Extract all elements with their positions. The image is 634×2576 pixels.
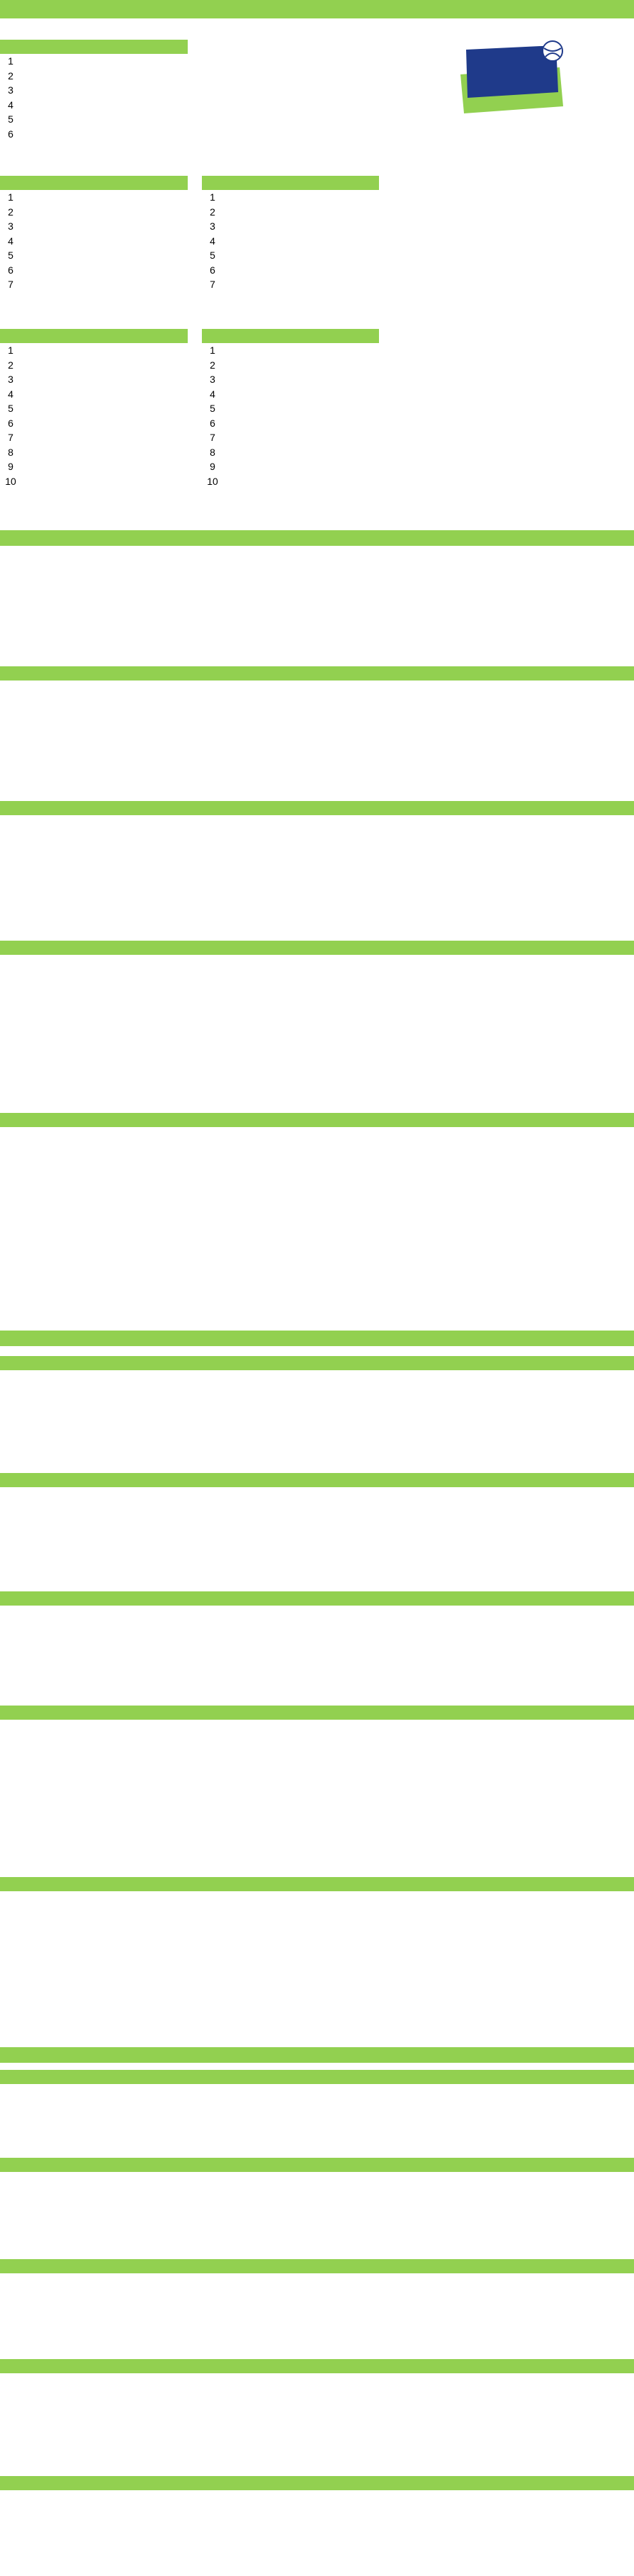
game-row [0,1893,634,1907]
division-header [0,2070,634,2084]
nrs-logo-graphic [446,35,574,128]
seed-header-intermediate_a [0,176,188,190]
division-header [0,1356,634,1370]
game-row [0,562,634,576]
seed-number: 6 [210,417,215,429]
game-row [0,1387,634,1401]
division-header [0,1591,634,1606]
seed-number: 2 [210,359,215,371]
game-row [0,1489,634,1503]
game-row [0,1216,634,1230]
game-row [0,1908,634,1922]
week-header [0,530,634,546]
game-row [0,1607,634,1621]
game-row [0,682,634,696]
seed-number: 7 [8,279,13,290]
game-row [0,1503,634,1518]
seed-header-rec_b [202,329,379,343]
seed-number: 5 [210,403,215,414]
division-header [0,2359,634,2373]
game-row [0,577,634,591]
seed-number: 5 [210,250,215,261]
week-header [0,1331,634,1346]
game-row [0,846,634,860]
seed-number: 1 [210,191,215,203]
game-row [0,1416,634,1430]
seed-number: 7 [210,279,215,290]
game-row [0,2188,634,2202]
game-row [0,1966,634,1980]
seed-number: 8 [8,446,13,458]
game-row [0,711,634,725]
seed-number: 6 [8,264,13,276]
game-row [0,971,634,985]
game-row [0,1000,634,1014]
game-row [0,875,634,889]
game-row [0,1187,634,1201]
seed-number: 3 [8,84,13,96]
game-row [0,1937,634,1951]
seed-header-competitive [0,40,188,54]
game-row [0,1029,634,1043]
game-row [0,1651,634,1665]
game-row [0,1922,634,1936]
division-header [0,1113,634,1127]
game-row [0,1043,634,1058]
seed-number: 1 [8,55,13,67]
seed-number: 4 [210,235,215,247]
division-header [0,2259,634,2273]
game-row [0,1794,634,1808]
game-row [0,2085,634,2100]
game-row [0,861,634,875]
game-row [0,1636,634,1650]
seed-number: 5 [8,113,13,125]
game-row [0,2202,634,2217]
game-row [0,2375,634,2389]
seed-header-intermediate_b [202,176,379,190]
week-header [0,2047,634,2063]
game-row [0,956,634,970]
game-row [0,2275,634,2289]
game-row [0,2521,634,2535]
game-row [0,2390,634,2404]
seed-number: 2 [8,359,13,371]
game-row [0,1779,634,1793]
game-row [0,1518,634,1532]
seed-number: 6 [8,128,13,140]
game-row [0,817,634,831]
game-row [0,697,634,711]
game-row [0,2290,634,2304]
game-row [0,1014,634,1029]
game-row [0,1750,634,1764]
seed-number: 9 [210,461,215,472]
seed-number: 5 [8,250,13,261]
seed-number: 9 [8,461,13,472]
seed-number: 3 [210,220,215,232]
division-header [0,547,634,561]
game-row [0,740,634,754]
game-row [0,1980,634,1994]
game-row [0,1172,634,1187]
seed-number: 1 [8,191,13,203]
game-row [0,831,634,846]
seed-number: 10 [5,475,16,487]
game-row [0,1765,634,1779]
seed-header-rec_a [0,329,188,343]
game-row [0,1721,634,1735]
division-header [0,2476,634,2490]
seed-number: 6 [210,264,215,276]
seed-number: 7 [210,432,215,443]
seed-number: 4 [8,99,13,111]
division-header [0,801,634,815]
seed-number: 1 [210,345,215,356]
seed-number: 4 [8,388,13,400]
game-row [0,1372,634,1386]
game-row [0,1129,634,1143]
seed-number: 10 [207,475,218,487]
division-header [0,1473,634,1487]
game-row [0,2492,634,2506]
game-row [0,2419,634,2433]
game-row [0,1736,634,1750]
seed-number: 4 [210,388,215,400]
seed-number: 5 [8,403,13,414]
division-header [0,1706,634,1720]
seed-number: 1 [8,345,13,356]
game-row [0,591,634,605]
seed-number: 8 [210,446,215,458]
division-header [0,941,634,955]
game-row [0,606,634,620]
game-row [0,1202,634,1216]
game-row [0,985,634,999]
seed-number: 3 [8,374,13,385]
game-row [0,2404,634,2418]
game-row [0,1533,634,1547]
seed-number: 4 [8,235,13,247]
division-header [0,666,634,681]
seed-number: 2 [8,206,13,218]
seed-number: 2 [210,206,215,218]
seed-number: 2 [8,69,13,82]
seed-number: 3 [210,374,215,385]
game-row [0,2507,634,2521]
game-row [0,1808,634,1822]
game-row [0,1622,634,1636]
title-bar [0,0,634,18]
game-row [0,1951,634,1965]
game-row [0,2100,634,2115]
game-row [0,2304,634,2318]
nrs-logo [446,35,574,128]
game-row [0,2173,634,2188]
division-header [0,1877,634,1891]
game-row [0,1143,634,1158]
seed-number: 3 [8,220,13,232]
game-row [0,1158,634,1172]
seed-number: 7 [8,432,13,443]
game-row [0,1401,634,1415]
game-row [0,726,634,740]
division-header [0,2158,634,2172]
game-row [0,2536,634,2550]
seed-number: 6 [8,417,13,429]
